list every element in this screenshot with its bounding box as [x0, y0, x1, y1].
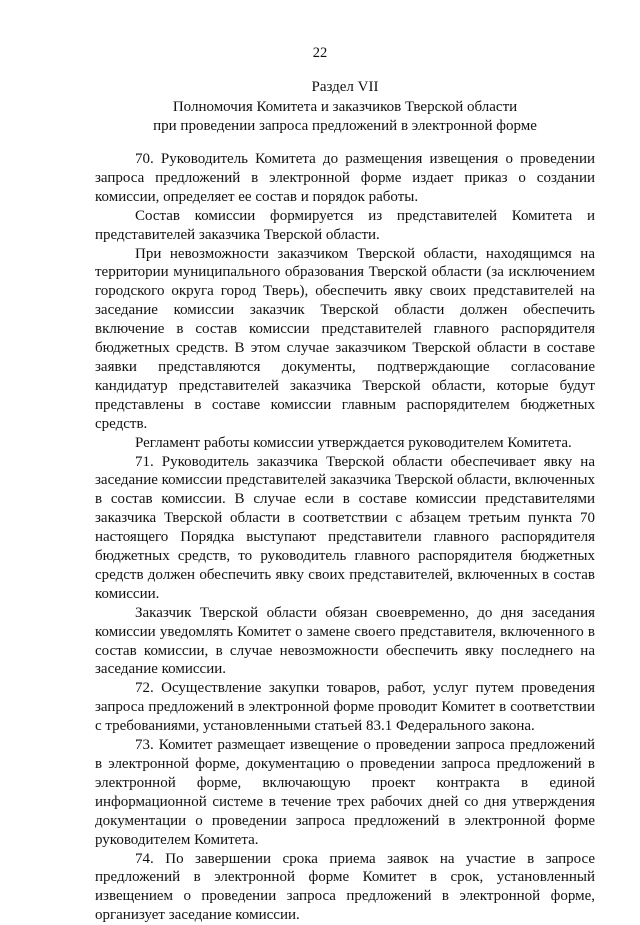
page-number: 22	[312, 45, 328, 61]
paragraph-71: 71. Руководитель заказчика Тверской области обеспечивает явку на заседание комиссии представителей заказчика Тверской области, включенных в состав комиссии. В случае если в составе комиссии представителями заказчика Тверской области в соответствии с абзацем третьим пункта 70 настоящего Порядка выступают представители главного распорядителя бюджетных средств, то руководитель главного распорядителя бюджетных средств должен обеспечить явку своих представителей, включенных в состав комиссии.	[95, 453, 595, 602]
document-body	[95, 150, 595, 925]
paragraph-74: 74. По завершении срока приема заявок на участие в запросе предложений в электронной форме Комитет в срок, установленный извещением о проведении запроса предложений в электронной форме, организует заседание комиссии.	[95, 850, 595, 924]
paragraph-71-notification: Заказчик Тверской области обязан своевременно, до дня заседания комиссии уведомлять Комитет о замене своего представителя, включенного в состав комиссии, в случае невозможности обеспечить явку последнего на заседание комиссии.	[95, 604, 595, 678]
paragraph-70: 70. Руководитель Комитета до размещения извещения о проведении запроса предложений в электронной форме издает приказ о создании комиссии, определяет ее состав и порядок работы.	[95, 151, 595, 205]
section-title: Раздел VII	[311, 79, 379, 95]
paragraph-72: 72. Осуществление закупки товаров, работ, услуг путем проведения запроса предложений в электронной форме проводит Комитет в соответствии с требованиями, установленными статьей 83.1 Федерального закона.	[95, 680, 595, 735]
paragraph-73: 73. Комитет размещает извещение о проведении запроса предложений в электронной форме, документацию о проведении запроса предложений в электронной форме, включающую проект контракта в единой информационной системе в течение трех рабочих дней со дня утверждения документации о проведении запроса предложений в электронной форме руководителем Комитета.	[95, 737, 595, 848]
paragraph-70-regulations: Регламент работы комиссии утверждается руководителем Комитета.	[135, 434, 572, 451]
paragraph-70-impossibility: При невозможности заказчиком Тверской области, находящимся на территории муниципального образования Тверской области (за исключением городского округа город Тверь), обеспечить явку своих представителей на заседание комиссии заказчик Тверской области должен обеспечить включение в состав комиссии представителей главного распорядителя бюджетных средств. В этом случае заказчиком Тверской области в составе заявки представляются документы, подтверждающие согласование кандидатур представителей заказчика Тверской области, которые будут представлены в составе комиссии главным распорядителем бюджетных средств.	[95, 245, 595, 432]
section-subtitle-line-1: Полномочия Комитета и заказчиков Тверской области	[172, 98, 518, 115]
paragraph-70-composition: Состав комиссии формируется из представителей Комитета и представителей заказчика Тверской области.	[95, 207, 595, 243]
section-subtitle-line-2: при проведении запроса предложений в электронной форме	[153, 118, 537, 134]
section-header	[95, 78, 595, 137]
